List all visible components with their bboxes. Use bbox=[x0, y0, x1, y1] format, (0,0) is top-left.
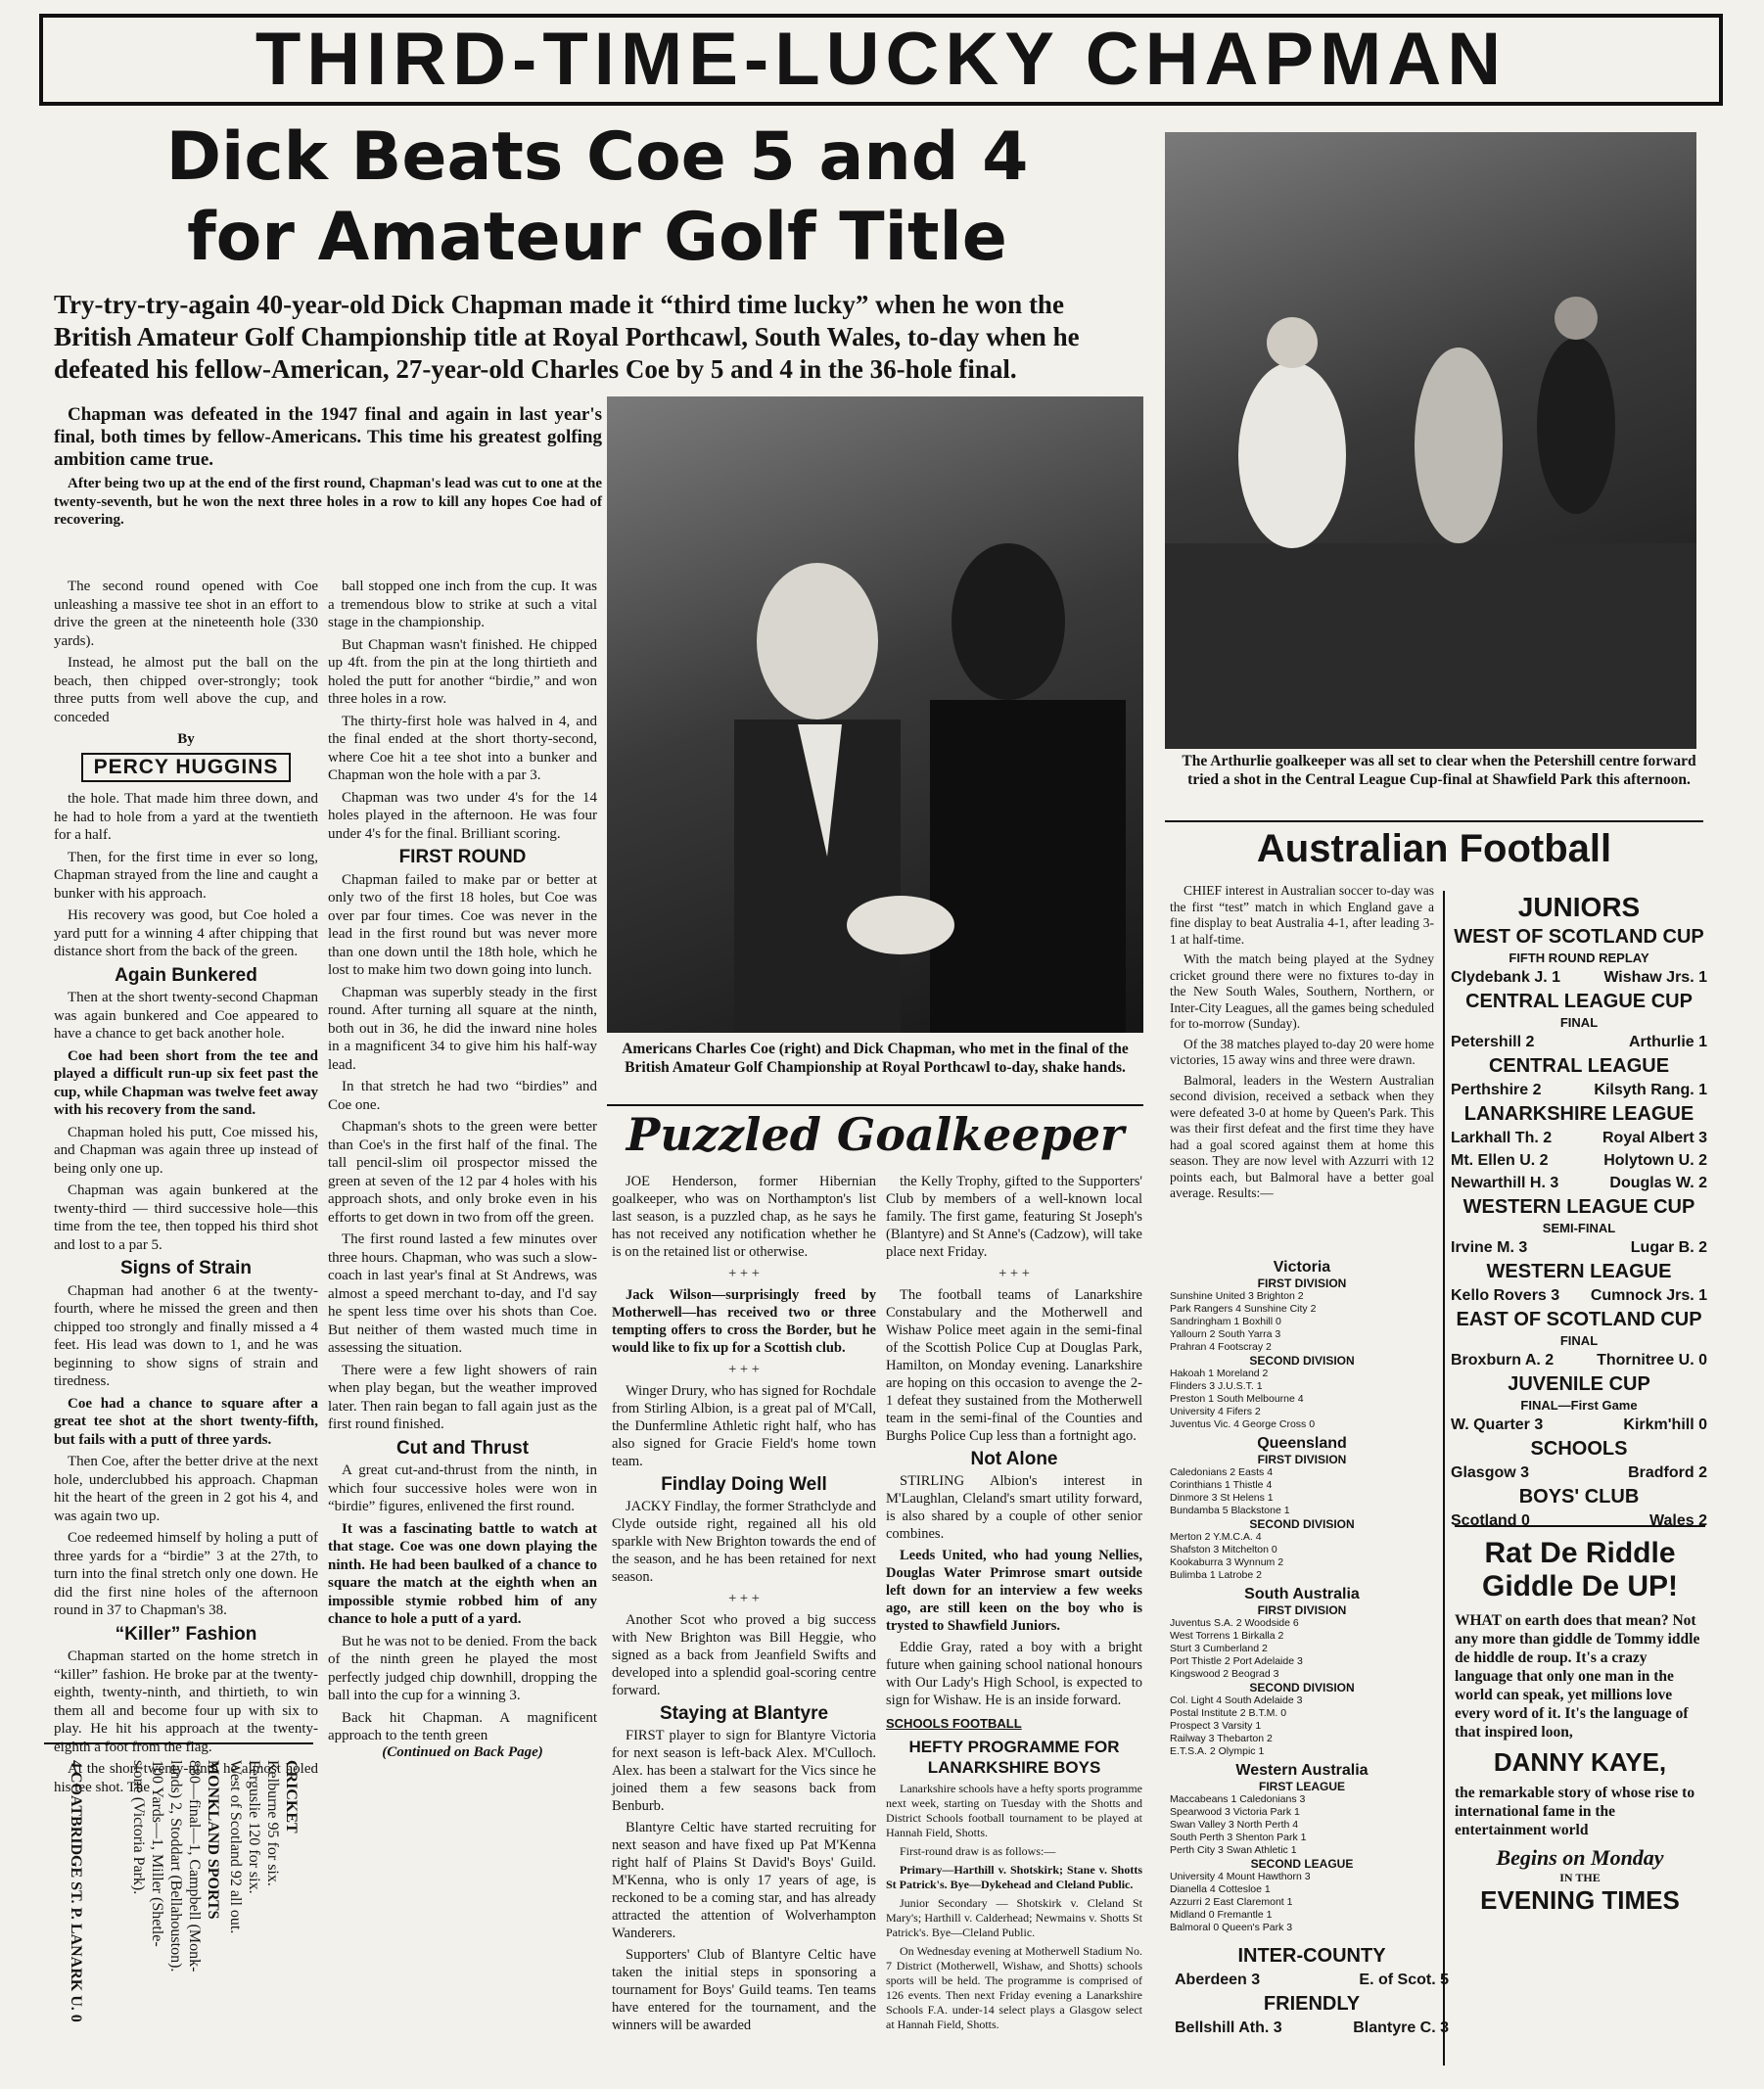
result-row bbox=[1451, 1031, 1707, 1053]
paragraph: Supporters' Club of Blantyre Celtic have taken the initial steps in sponsoring a tournament for Boys' Guild teams. Ten teams have entered for the tournament, and the winners will be awarded bbox=[612, 1947, 876, 2033]
result-row: Juventus Vic. 4 George Cross 0 bbox=[1170, 1418, 1316, 1430]
result-home: Larkhall Th. 2 bbox=[1451, 1130, 1553, 1146]
result-row: Flinders 3 J.U.S.T. 1 bbox=[1170, 1380, 1263, 1392]
league-heading: Victoria bbox=[1273, 1259, 1331, 1276]
paragraph: the Kelly Trophy, gifted to the Supporters' Club by members of a well-known local family. The first game, featuring St Joseph's (Blantyre) and St Anne's (Cadzow), will take place next Friday. bbox=[886, 1174, 1142, 1260]
result-heading: WESTERN LEAGUE bbox=[1486, 1261, 1672, 1282]
result-home: Glasgow 3 bbox=[1451, 1464, 1530, 1481]
league-heading: Queensland bbox=[1257, 1435, 1347, 1452]
paragraph: After being two up at the end of the first round, Chapman's lead was cut to one at the twenty-seventh, but he won the next three holes in a row to kill any hopes Coe had of recovering. bbox=[54, 476, 602, 528]
paragraph: Balmoral, leaders in the Western Australian second division, received a setback when they were defeated 3-0 at home by Queen's Park. This was their first defeat and the first time they have had a goal scored against them at home this season. They are now level with Azzurri with 12 points each, but Balmoral have a better goal average. Results:— bbox=[1170, 1072, 1434, 1200]
headline-line-1: Dick Beats Coe 5 and 4 bbox=[165, 118, 1029, 196]
result-away: E. of Scot. 5 bbox=[1359, 1972, 1449, 1988]
paragraph: On Wednesday evening at Motherwell Stadium No. 7 District (Motherwell, Wishaw, and Shotts) schools sports will be held. The programme is comprised of 126 events. Then next Friday evening a Lanarkshire Schools F.A. under-14 select plays a Glasgow select at Hannah Field, Shotts. bbox=[886, 1944, 1142, 2031]
cricket-line: Kelburne 95 for six. bbox=[264, 1760, 281, 1886]
result-heading: EAST OF SCOTLAND CUP bbox=[1456, 1309, 1702, 1330]
monkland-line: 100 Yards—1, Miller (Shetle- bbox=[149, 1760, 165, 1947]
result-away: Wales 2 bbox=[1649, 1512, 1707, 1529]
division-heading: FIRST DIVISION bbox=[1257, 1277, 1347, 1290]
paragraph: With the match being played at the Sydney cricket ground there were no fixtures to-day in the New South Wales, Southern, Northern, or Inter-City Leagues, all the games being scheduled for to-morrow (Sunday). bbox=[1170, 952, 1435, 1031]
paragraph: The second round opened with Coe unleashing a massive tee shot in an effort to drive the green at the nineteenth hole (330 yards). bbox=[54, 579, 318, 649]
paragraph: Eddie Gray, rated a boy with a bright future when gaining school national honours with Our Lady's High School, is expected to sign for Wishaw. He is an inside forward. bbox=[886, 1640, 1142, 1708]
result-row: Col. Light 4 South Adelaide 3 bbox=[1170, 1694, 1303, 1706]
result-away: Thornitree U. 0 bbox=[1597, 1352, 1707, 1369]
result-heading: WEST OF SCOTLAND CUP bbox=[1454, 926, 1704, 948]
advert-paper: EVENING TIMES bbox=[1480, 1885, 1680, 1915]
result-home: Kello Rovers 3 bbox=[1451, 1287, 1560, 1304]
advert-body: WHAT on earth does that mean? Not any more than giddle de Tommy iddle de hiddle de roup. It's a crazy language that only one man in the world can speak, yet millions love every word of it. It's the language of that inspired loon, bbox=[1455, 1612, 1700, 1741]
intro-paragraph: Chapman was defeated in the 1947 final and again in last year's final, both times by fellow-Americans. This time his greatest golfing ambition came true. bbox=[54, 404, 602, 470]
result-home: Bellshill Ath. 3 bbox=[1175, 2019, 1282, 2036]
result-row bbox=[1451, 1127, 1707, 1149]
result-row: Bundamba 5 Blackstone 1 bbox=[1170, 1505, 1290, 1516]
result-row: South Perth 3 Shenton Park 1 bbox=[1170, 1832, 1307, 1843]
result-heading: WESTERN LEAGUE CUP bbox=[1462, 1196, 1695, 1218]
paragraph: The football teams of Lanarkshire Constabulary and the Motherwell and Wishaw Police meet again in the semi-final of the Scottish Police Cup at Douglas Park, Hamilton, on Monday evening. Lanarkshire are hoping on this occasion to avenge the 2-1 defeat they sustained from the Motherwell team in the semi-final of the Counties and Burghs Police Cup less than a fortnight ago. bbox=[886, 1287, 1142, 1444]
paragraph: But he was not to be denied. From the back of the ninth green he played the most perfectly judged chip downhill, dropping the ball into the cup for a winning 3. bbox=[328, 1633, 597, 1703]
advert-name: DANNY KAYE, bbox=[1493, 1747, 1667, 1777]
result-away: Kilsyth Rang. 1 bbox=[1594, 1082, 1707, 1098]
paragraph: Blantyre Celtic have started recruiting for next season and have fixed up Pat M'Kenna right half of Plains St David's Boys' Guild. M'Kenna, who is only 17 years of age, is reckoned to be a coming star, and has already attracted the attention of Wolverhampton Wanderers. bbox=[612, 1820, 876, 1941]
divider-line bbox=[1165, 820, 1703, 822]
monkland-line: stone (Victoria Park). bbox=[130, 1760, 147, 1895]
result-subheading: FIFTH ROUND REPLAY bbox=[1509, 951, 1649, 965]
paragraph: A great cut-and-thrust from the ninth, in which four successive holes were won in “birdie” figures, enlivened the first round. bbox=[328, 1462, 597, 1514]
advert-begins: Begins on Monday bbox=[1496, 1845, 1664, 1870]
result-row: Sunshine United 3 Brighton 2 bbox=[1170, 1290, 1304, 1302]
result-row: University 4 Mount Hawthorn 3 bbox=[1170, 1871, 1311, 1882]
result-row: West Torrens 1 Birkalla 2 bbox=[1170, 1630, 1284, 1642]
paragraph: FIRST player to sign for Blantyre Victoria for next season is left-back Alex. M'Culloch. Alex. has been a stalwart for the Vics since he joined them a few seasons back from Benburb. bbox=[612, 1728, 876, 1814]
result-away: Kirkm'hill 0 bbox=[1623, 1416, 1707, 1433]
juniors-results bbox=[1451, 891, 1707, 1529]
advert-body-2: the remarkable story of whose rise to international fame in the entertainment world bbox=[1455, 1785, 1695, 1838]
paragraph: There were a few light showers of rain when play began, but the weather improved later. Then rain began to fall again just as the first round finished. bbox=[328, 1362, 597, 1432]
puzzled-goalkeeper-title: Puzzled Goalkeeper bbox=[626, 1108, 1125, 1161]
paragraph: Chapman failed to make par or better at only two of the first 18 holes, but Coe was over par four times. Coe was never in the lead in the first round but was never more than one down until the 18th hole, which he lost to make him two down going into lunch. bbox=[328, 871, 597, 978]
advert-title-2: Giddle De UP! bbox=[1481, 1570, 1679, 1602]
result-row: Prospect 3 Varsity 1 bbox=[1170, 1720, 1262, 1732]
golf-photo bbox=[607, 396, 1143, 1033]
division-heading: FIRST DIVISION bbox=[1257, 1453, 1347, 1466]
result-home: W. Quarter 3 bbox=[1451, 1416, 1544, 1433]
result-subheading: FINAL bbox=[1559, 1333, 1599, 1348]
result-home: Irvine M. 3 bbox=[1451, 1239, 1528, 1256]
subheading: “Killer” Fashion bbox=[115, 1623, 257, 1645]
cricket-title: CRICKET bbox=[283, 1760, 300, 1834]
paragraph: Of the 38 matches played to-day 20 were home victories, 15 away wins and three were drawn. bbox=[1170, 1036, 1434, 1067]
result-row: Sandringham 1 Boxhill 0 bbox=[1170, 1316, 1281, 1327]
result-row: Maccabeans 1 Caledonians 3 bbox=[1170, 1793, 1306, 1805]
result-row: Sturt 3 Cumberland 2 bbox=[1170, 1643, 1268, 1654]
paragraph: JOE Henderson, former Hibernian goalkeeper, who was on Northampton's list last season, is a puzzled chap, as he says he has not received any notification whether he is on the retained list or otherwise. bbox=[612, 1174, 876, 1260]
paragraph: First-round draw is as follows:— bbox=[900, 1844, 1056, 1858]
stop-press-box bbox=[44, 1742, 313, 2067]
division-heading: SECOND DIVISION bbox=[1249, 1681, 1355, 1694]
result-row bbox=[1451, 1172, 1707, 1194]
result-home: Aberdeen 3 bbox=[1175, 1972, 1261, 1988]
monkland-sports-block bbox=[129, 1760, 222, 2054]
paragraph: At the short twenty-ninth he almost holed his tee shot. The bbox=[54, 1761, 318, 1795]
australian-football-title: Australian Football bbox=[1256, 827, 1612, 870]
paragraph: Junior Secondary — Shotskirk v. Cleland St Mary's; Harthill v. Calderhead; Newmains v. Shotts St Patrick's. Bye—Cleland Public. bbox=[886, 1896, 1142, 1939]
golf-photo-caption: Americans Charles Coe (right) and Dick Chapman, who met in the final of the British Amateur Golf Championship at Royal Porthcawl to-day, shake hands. bbox=[622, 1041, 1129, 1076]
result-heading: SCHOOLS bbox=[1530, 1438, 1628, 1460]
result-heading: JUNIORS bbox=[1517, 892, 1641, 922]
golf-column-2 bbox=[328, 578, 597, 1742]
divider-line bbox=[607, 1104, 1143, 1106]
football-photo-caption: The Arthurlie goalkeeper was all set to clear when the Petershill centre forward tried a shot in the Central League Cup-final at Shawfield Park this afternoon. bbox=[1182, 753, 1696, 788]
inter-county-results bbox=[1175, 1943, 1449, 2061]
result-away: Lugar B. 2 bbox=[1630, 1239, 1707, 1256]
football-photo bbox=[1165, 132, 1696, 749]
result-row bbox=[1451, 1079, 1707, 1101]
paragraph: Coe had been short from the tee and played a difficult run-up six feet past the cup, while Chapman was twelve feet away with his recovery from the sand. bbox=[54, 1047, 318, 1118]
paragraph: Leeds United, who had young Nellies, Douglas Water Primrose smart outside left down for an interview a few weeks ago, are still keen on the boy who is trysted to Shawfield Juniors. bbox=[886, 1548, 1142, 1634]
result-home: Scotland 0 bbox=[1451, 1512, 1530, 1529]
subheading: FIRST ROUND bbox=[398, 847, 527, 867]
result-heading: CENTRAL LEAGUE bbox=[1488, 1055, 1670, 1077]
paragraph: Chapman's shots to the green were better than Coe's in the first half of the final. The tall pencil-slim oil prospector missed the green at seven of the 12 par 4 holes with his approach shots, and only broke even in his efforts to get down in two from off the green. bbox=[328, 1119, 597, 1226]
division-heading: SECOND DIVISION bbox=[1249, 1517, 1355, 1531]
paragraph: Instead, he almost put the ball on the beach, then chipped over-strongly; took three putts from well above the cup, and conceded bbox=[54, 655, 318, 725]
division-heading: SECOND DIVISION bbox=[1249, 1354, 1355, 1368]
result-row: Swan Valley 3 North Perth 4 bbox=[1170, 1819, 1299, 1831]
subheading: Again Bunkered bbox=[115, 964, 257, 986]
banner-headline: THIRD-TIME-LUCKY CHAPMAN bbox=[39, 14, 1723, 106]
league-heading: Western Australia bbox=[1235, 1762, 1369, 1779]
result-row: Balmoral 0 Queen's Park 3 bbox=[1170, 1922, 1293, 1933]
division-heading: SECOND LEAGUE bbox=[1250, 1857, 1354, 1871]
subheading: Signs of Strain bbox=[119, 1258, 253, 1278]
paragraph: Then, for the first time in ever so long, Chapman strayed from the line and caught a bunker with his approach. bbox=[54, 849, 318, 902]
main-headline bbox=[49, 117, 1145, 284]
separator: + + + bbox=[998, 1266, 1030, 1281]
result-home: Clydebank J. 1 bbox=[1451, 969, 1561, 986]
result-row bbox=[1175, 2017, 1449, 2039]
result-row: Merton 2 Y.M.C.A. 4 bbox=[1170, 1531, 1262, 1543]
paragraph: The first round lasted a few minutes over three hours. Chapman, who was such a slow-coach in last year's final at St Andrews, was almost a speed merchant to-day, and I'd say he spent less time over his shots than Coe. But neither of them wasted much time in assessing the situation. bbox=[328, 1231, 597, 1356]
result-away: Arthurlie 1 bbox=[1628, 1034, 1707, 1050]
result-row: Shafston 3 Mitchelton 0 bbox=[1170, 1544, 1277, 1555]
cricket-line: West of Scotland 92 all out. bbox=[227, 1760, 244, 1934]
result-row: Railway 3 Thebarton 2 bbox=[1170, 1733, 1273, 1744]
paragraph: Another Scot who proved a big success with New Brighton was Bill Heggie, who signed as a back from Jeanfield Swifts and developed into a splendid goal-scoring centre forward. bbox=[612, 1612, 876, 1698]
divider-line bbox=[1443, 891, 1445, 2066]
result-subheading: FINAL bbox=[1559, 1015, 1599, 1030]
result-row: Dianella 4 Cottesloe 1 bbox=[1170, 1883, 1271, 1895]
result-home: Newarthill H. 3 bbox=[1451, 1175, 1559, 1191]
result-home: Mt. Ellen U. 2 bbox=[1451, 1152, 1549, 1169]
result-row bbox=[1451, 1236, 1707, 1259]
monkland-line: 880—final—1, Campbell (Monk- bbox=[186, 1760, 203, 1973]
result-row: Midland 0 Fremantle 1 bbox=[1170, 1909, 1273, 1921]
result-row: University 4 Fifers 2 bbox=[1170, 1406, 1261, 1417]
paragraph: the hole. That made him three down, and he had to hole from a yard at the twentieth for a half. bbox=[54, 791, 318, 843]
result-row: Preston 1 South Melbourne 4 bbox=[1170, 1393, 1304, 1405]
result-row bbox=[1451, 1349, 1707, 1371]
coatbridge-result: 4 COATBRIDGE ST. P. LANARK U. 0 bbox=[68, 1760, 84, 2022]
result-row bbox=[1451, 1414, 1707, 1436]
subheading: Cut and Thrust bbox=[395, 1437, 530, 1459]
monkland-title: MONKLAND SPORTS bbox=[205, 1760, 221, 1920]
result-heading: CENTRAL LEAGUE CUP bbox=[1465, 991, 1693, 1012]
australian-results bbox=[1170, 1255, 1434, 2058]
paragraph: Coe redeemed himself by holing a putt of three yards for a “birdie” 3 at the 27th, to turn into the final stretch only one down. He did the first nine holes of the afternoon round in 37 to Chapman's 38. bbox=[54, 1530, 318, 1618]
paragraph: Back hit Chapman. A magnificent approach to the tenth green bbox=[328, 1709, 597, 1743]
puzzled-column-2 bbox=[886, 1173, 1142, 2073]
result-row: Perth City 3 Swan Athletic 1 bbox=[1170, 1844, 1297, 1856]
separator: + + + bbox=[728, 1266, 760, 1281]
football-illustration bbox=[1165, 132, 1696, 749]
result-home: Perthshire 2 bbox=[1451, 1082, 1542, 1098]
result-subheading: SEMI-FINAL bbox=[1542, 1221, 1616, 1235]
result-row bbox=[1451, 966, 1707, 989]
result-away: Bradford 2 bbox=[1628, 1464, 1707, 1481]
subheading: Not Alone bbox=[970, 1449, 1058, 1469]
byline-box: PERCY HUGGINS bbox=[81, 753, 291, 783]
result-away: Cumnock Jrs. 1 bbox=[1590, 1287, 1707, 1304]
cricket-line: Ferguslie 120 for six. bbox=[246, 1760, 262, 1894]
paragraph: In that stretch he had two “birdies” and Coe one. bbox=[328, 1079, 597, 1113]
paragraph: STIRLING Albion's interest in M'Laughlan, Cleland's smart utility forward, is also shared by a couple of other senior combines. bbox=[886, 1473, 1142, 1542]
separator: + + + bbox=[728, 1362, 760, 1377]
result-away: Wishaw Jrs. 1 bbox=[1603, 969, 1707, 986]
advert-title-1: Rat De Riddle bbox=[1484, 1537, 1676, 1569]
golfers-illustration bbox=[607, 396, 1143, 1033]
advert-in-the: IN THE bbox=[1559, 1871, 1601, 1884]
result-row: Spearwood 3 Victoria Park 1 bbox=[1170, 1806, 1300, 1818]
result-away: Blantyre C. 3 bbox=[1353, 2019, 1449, 2036]
result-row: E.T.S.A. 2 Olympic 1 bbox=[1170, 1745, 1265, 1757]
result-row: Kookaburra 3 Wynnum 2 bbox=[1170, 1556, 1284, 1568]
continued-note: (Continued on Back Page) bbox=[382, 1744, 543, 1760]
cricket-block bbox=[226, 1760, 301, 2054]
result-away: Royal Albert 3 bbox=[1602, 1130, 1707, 1146]
result-away: Douglas W. 2 bbox=[1609, 1175, 1707, 1191]
paragraph: Lanarkshire schools have a hefty sports programme next week, starting on Tuesday with the Shotts and District Schools football tournament to be played at Hannah Field, Shotts. bbox=[886, 1782, 1142, 1839]
paragraph: His recovery was good, but Coe holed a yard putt for a winning 4 after chipping that distance short from the back of the green. bbox=[54, 907, 318, 959]
paragraph: JACKY Findlay, the former Strathclyde and Clyde outside right, regained all his old sparkle with New Brighton towards the end of the season, and he has been retained for next season. bbox=[612, 1499, 876, 1585]
paragraph: Chapman was again bunkered at the twenty-third — third successive hole—this time from the tee, then topped his third shot and lost to a par 5. bbox=[54, 1183, 318, 1253]
league-heading: South Australia bbox=[1244, 1586, 1360, 1602]
danny-kaye-advert bbox=[1455, 1525, 1705, 1948]
paragraph: ball stopped one inch from the cup. It was a tremendous blow to strike at such a vital stage in the championship. bbox=[328, 579, 597, 630]
result-row: Corinthians 1 Thistle 4 bbox=[1170, 1479, 1273, 1491]
subheading: Staying at Blantyre bbox=[659, 1703, 829, 1724]
paragraph: Chapman was two under 4's for the 14 holes played in the afternoon. He was four under 4's for the final. Brilliant scoring. bbox=[328, 789, 597, 842]
result-heading: INTER-COUNTY bbox=[1237, 1945, 1386, 1967]
result-row: Bulimba 1 Latrobe 2 bbox=[1170, 1569, 1262, 1581]
result-heading: BOYS' CLUB bbox=[1518, 1486, 1640, 1508]
result-home: Petershill 2 bbox=[1451, 1034, 1535, 1050]
headline-line-2: for Amateur Golf Title bbox=[187, 199, 1007, 276]
paragraph: The thirty-first hole was halved in 4, and the final ended at the short thorty-second, where Coe hit a tee shot into a bunker and Chapman won the hole with a par 3. bbox=[328, 713, 597, 783]
result-row: Dinmore 3 St Helens 1 bbox=[1170, 1492, 1274, 1504]
result-heading: FRIENDLY bbox=[1263, 1993, 1361, 2015]
subheading: Findlay Doing Well bbox=[661, 1474, 827, 1495]
paragraph: CHIEF interest in Australian soccer to-day was the first “test” match in which England gave a fine display to beat Australia 4-1, after leading 3-1 at half-time. bbox=[1170, 883, 1434, 947]
separator: + + + bbox=[728, 1591, 760, 1606]
result-row bbox=[1451, 1462, 1707, 1484]
result-row: Prahran 4 Footscray 2 bbox=[1170, 1341, 1272, 1353]
australian-football-text bbox=[1170, 883, 1434, 1255]
result-row bbox=[1175, 1969, 1449, 1991]
schools-label: SCHOOLS FOOTBALL bbox=[886, 1716, 1022, 1731]
result-row bbox=[1451, 1284, 1707, 1307]
paragraph: Chapman started on the home stretch in “killer” fashion. He broke par at the twenty-eighth, twenty-ninth, and thirtieth, to win them all and become four up with six to play. He hit his approach at the twenty-eighth a foot from the flag. bbox=[54, 1648, 318, 1755]
paragraph: Chapman had another 6 at the twenty-fourth, where he missed the green and then chipped too strongly and finally missed a 4 feet. His lead was down to 1, and he was beginning to show signs of strain and tiredness. bbox=[54, 1282, 318, 1389]
result-home: Broxburn A. 2 bbox=[1451, 1352, 1555, 1369]
paragraph: Then Coe, after the better drive at the next hole, underclubbed his approach. Chapman hit the heart of the green in 2 got his 4, and was again two up. bbox=[54, 1454, 318, 1524]
result-row bbox=[1451, 1149, 1707, 1172]
division-heading: FIRST DIVISION bbox=[1257, 1603, 1347, 1617]
result-row: Azzurri 2 East Claremont 1 bbox=[1170, 1896, 1293, 1908]
paragraph: Jack Wilson—surprisingly freed by Motherwell—has received two or three tempting offers to cross the Border, but he would like to fix up for a Scottish club. bbox=[612, 1287, 876, 1356]
golf-column-1a bbox=[54, 578, 318, 1795]
byline-by: By bbox=[177, 731, 195, 747]
schools-title: HEFTY PROGRAMME FOR LANARKSHIRE BOYS bbox=[908, 1738, 1120, 1777]
result-row: Kingswood 2 Beograd 3 bbox=[1170, 1668, 1279, 1680]
result-row: Yallourn 2 South Yarra 3 bbox=[1170, 1328, 1281, 1340]
standfirst: Try-try-try-again 40-year-old Dick Chapman made it “third time lucky” when he won the British Amateur Golf Championship title at Royal Porthcawl, South Wales, to-day when he defeated his fellow-American, 27-year-old Charles Coe by 5 and 4 in the 36-hole final. bbox=[54, 290, 1080, 384]
result-row: Postal Institute 2 B.T.M. 0 bbox=[1170, 1707, 1287, 1719]
result-row: Caledonians 2 Easts 4 bbox=[1170, 1466, 1274, 1478]
monkland-line: lands) 2, Stoddart (Bellahouston). bbox=[167, 1760, 184, 1973]
result-row: Juventus S.A. 2 Woodside 6 bbox=[1170, 1617, 1299, 1629]
paragraph: Primary—Harthill v. Shotskirk; Stane v. Shotts St Patrick's. Bye—Dykehead and Cleland Public. bbox=[886, 1863, 1142, 1891]
division-heading: FIRST LEAGUE bbox=[1258, 1780, 1345, 1793]
result-subheading: FINAL—First Game bbox=[1520, 1398, 1638, 1413]
paragraph: Coe had a chance to square after a great tee shot at the short twenty-fifth, but fails with a putt of three yards. bbox=[54, 1395, 318, 1448]
result-row: Port Thistle 2 Port Adelaide 3 bbox=[1170, 1655, 1303, 1667]
paragraph: Then at the short twenty-second Chapman was again bunkered and Coe appeared to have a chance to get back another hole. bbox=[54, 990, 318, 1042]
paragraph: Winger Drury, who has signed for Rochdale from Stirling Albion, is a great pal of M'Call, the Dunfermline Athletic right half, who has also signed for Gracie Field's home town team. bbox=[612, 1383, 876, 1469]
paragraph: Chapman holed his putt, Coe missed his, and Chapman was again three up instead of being only one up. bbox=[54, 1124, 318, 1177]
result-row: Hakoah 1 Moreland 2 bbox=[1170, 1368, 1269, 1379]
result-away: Holytown U. 2 bbox=[1603, 1152, 1707, 1169]
result-row: Park Rangers 4 Sunshine City 2 bbox=[1170, 1303, 1317, 1315]
result-heading: JUVENILE CUP bbox=[1508, 1373, 1650, 1395]
paragraph: It was a fascinating battle to watch at that stage. Coe was one down playing the ninth. He had been baulked of a chance to square the match at the eighth when an impossible stymie robbed him of any chance to hole a putt of a yard. bbox=[328, 1520, 597, 1627]
paragraph: Chapman was superbly steady in the first round. After turning all square at the ninth, both out in 36, he did the inward nine holes in a magnificent 34 to give him his half-way lead. bbox=[328, 984, 597, 1073]
puzzled-column-1 bbox=[612, 1173, 876, 2073]
result-heading: LANARKSHIRE LEAGUE bbox=[1463, 1103, 1694, 1125]
paragraph: But Chapman wasn't finished. He chipped up 4ft. from the pin at the long thirtieth and holed the putt for another “birdie,” and won three holes in a row. bbox=[328, 636, 597, 707]
